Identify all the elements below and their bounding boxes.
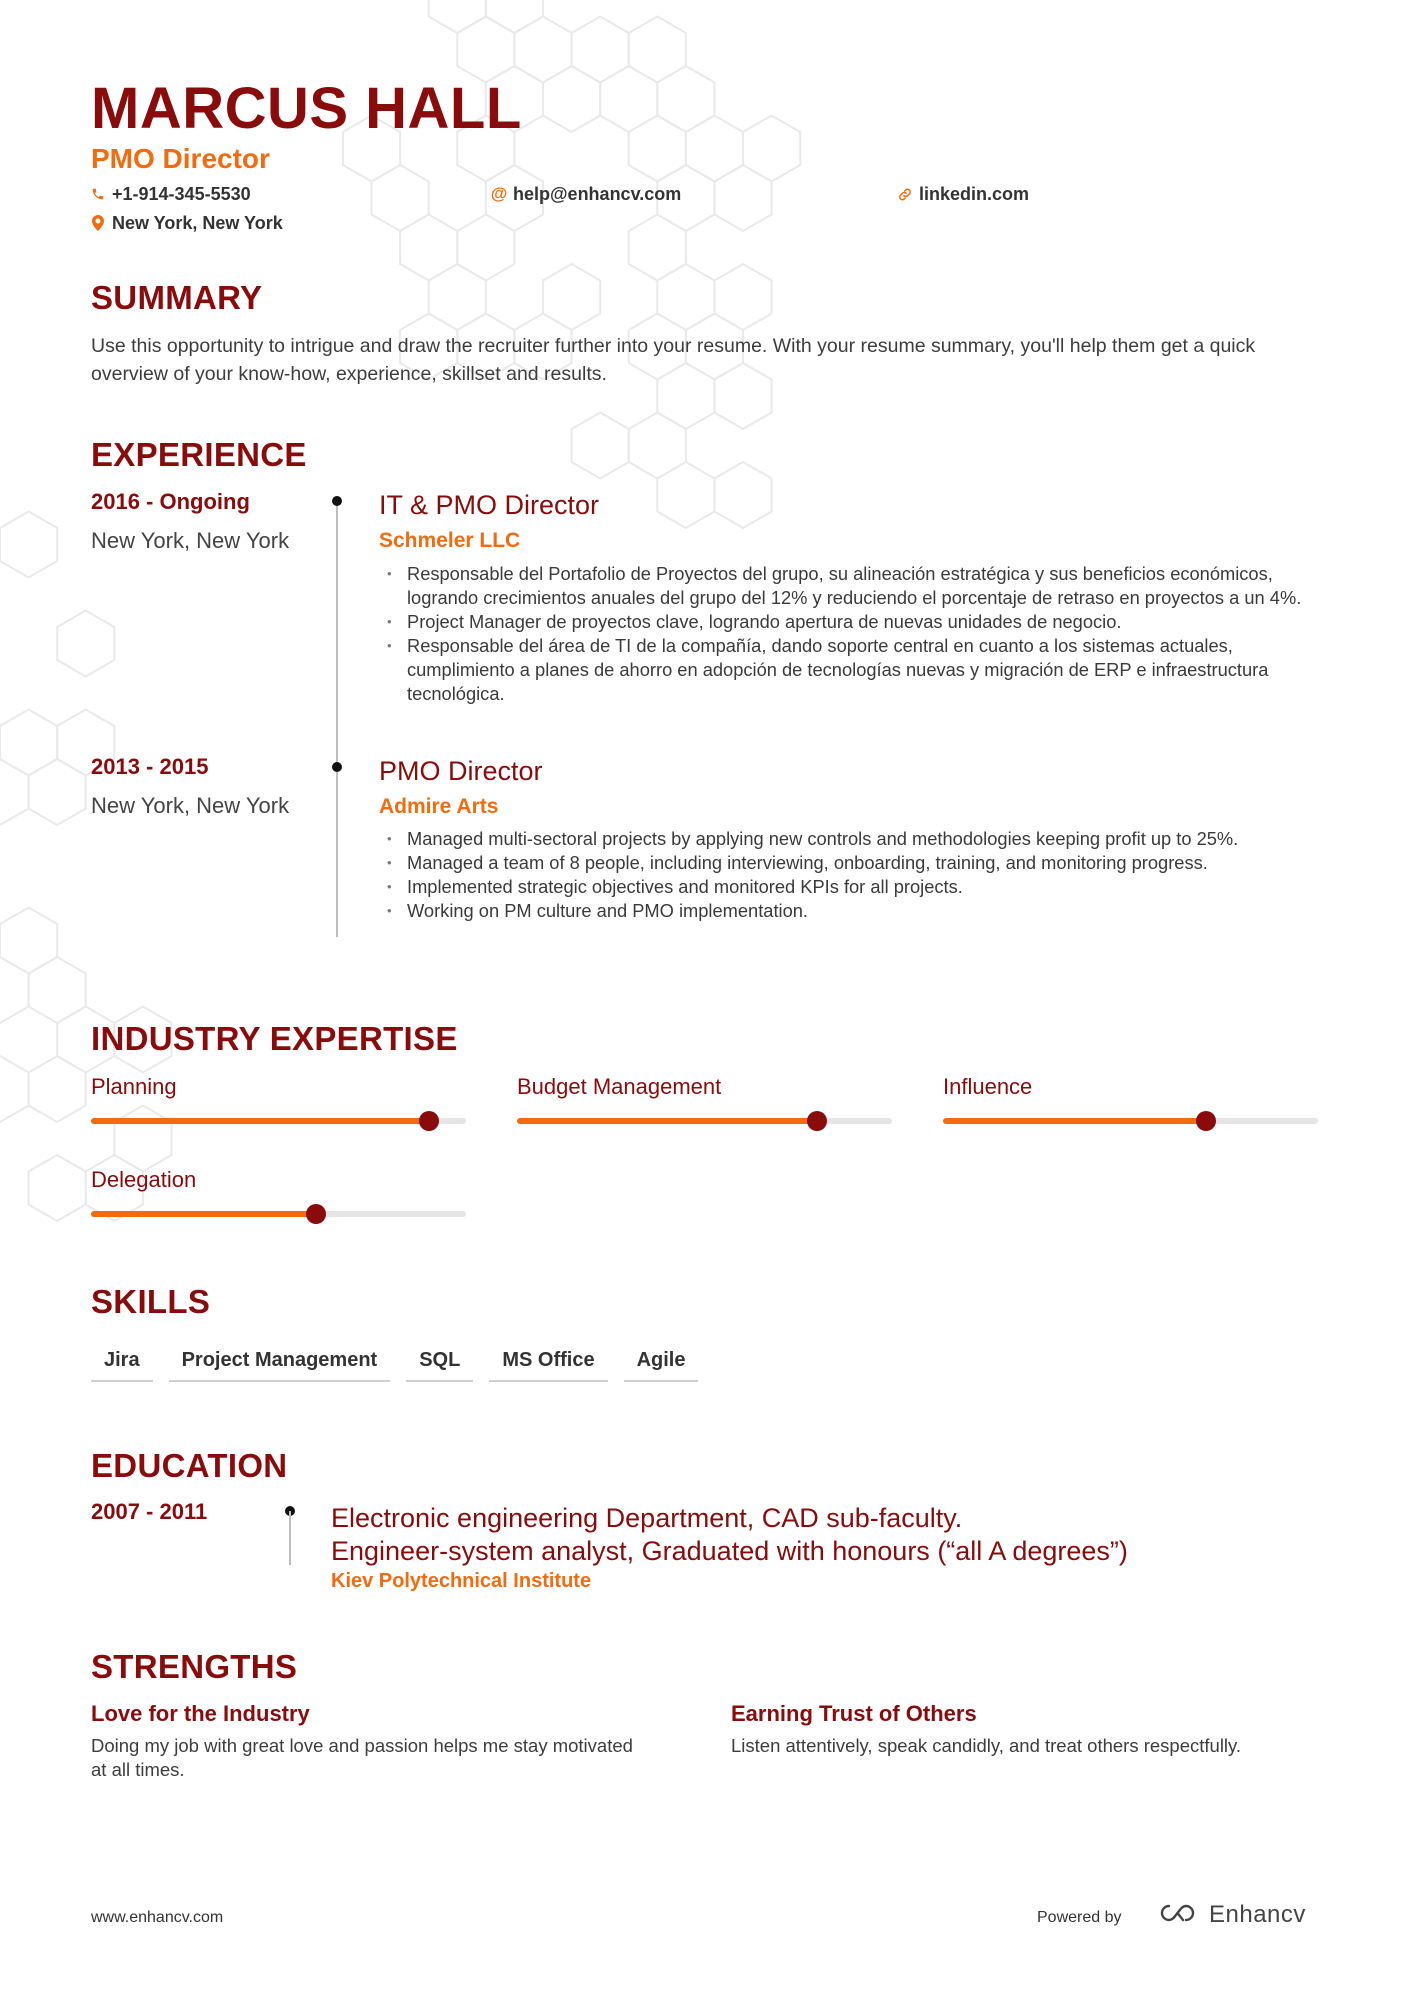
expertise-level-marker (419, 1111, 439, 1131)
strength-text: Doing my job with great love and passion helps me stay motivated at all times. (91, 1735, 633, 1780)
education-degree-line: Electronic engineering Department, CAD sub-faculty. (331, 1503, 963, 1533)
link-icon (898, 186, 912, 202)
job-dates: 2013 - 2015 (91, 754, 209, 779)
skills-list (91, 1346, 698, 1382)
expertise-label: Delegation (91, 1167, 197, 1192)
job-location: New York, New York (91, 528, 290, 553)
expertise-track (91, 1118, 466, 1124)
candidate-name: MARCUS HALL (91, 76, 522, 141)
expertise-fill (943, 1118, 1206, 1124)
skill-tag: Agile (624, 1346, 699, 1382)
job-dates: 2016 - Ongoing (91, 489, 250, 514)
expertise-level-marker (306, 1204, 326, 1224)
email-text: help@enhancv.com (513, 184, 682, 204)
summary-heading: SUMMARY (91, 279, 263, 316)
expertise-level-marker (807, 1111, 827, 1131)
expertise-label: Planning (91, 1074, 177, 1099)
job-bullets (387, 562, 1317, 706)
strength-title: Earning Trust of Others (731, 1701, 977, 1726)
location-pin-icon (91, 215, 105, 231)
expertise-fill (91, 1118, 429, 1124)
summary-text: Use this opportunity to intrigue and draw the recruiter further into your resume. With your resume summary, you'll help them get a quick overview of your know-how, experience, skillset and results. (91, 335, 1256, 385)
experience-heading: EXPERIENCE (91, 436, 307, 473)
skill-tag: MS Office (489, 1346, 607, 1382)
job-location: New York, New York (91, 793, 290, 818)
strength-title: Love for the Industry (91, 1701, 310, 1726)
job-title: IT & PMO Director (379, 490, 600, 520)
enhancv-brand[interactable] (1155, 1900, 1306, 1930)
education-timeline-line (289, 1511, 291, 1565)
experience-timeline-line (336, 501, 338, 937)
strengths-heading: STRENGTHS (91, 1648, 298, 1685)
timeline-dot (332, 762, 342, 772)
expertise-track (943, 1118, 1318, 1124)
contact-location (91, 211, 283, 235)
powered-by-label: Powered by (1037, 1909, 1122, 1926)
expertise-label: Influence (943, 1074, 1033, 1099)
job-bullet: • Managed a team of 8 people, including interviewing, onboarding, training, and monitoring progress. (387, 851, 1317, 875)
expertise-fill (517, 1118, 817, 1124)
education-heading: EDUCATION (91, 1447, 288, 1484)
candidate-role: PMO Director (91, 143, 270, 174)
expertise-heading: INDUSTRY EXPERTISE (91, 1020, 458, 1057)
strength-text: Listen attentively, speak candidly, and treat others respectfully. (731, 1735, 1242, 1756)
phone-icon (91, 186, 105, 202)
education-degree (331, 1502, 1128, 1568)
job-company: Schmeler LLC (379, 529, 521, 552)
expertise-fill (91, 1211, 316, 1217)
contact-email[interactable] (492, 182, 681, 206)
expertise-label: Budget Management (517, 1074, 722, 1099)
skill-tag: Jira (91, 1346, 153, 1382)
at-sign-icon: @ (490, 184, 508, 203)
timeline-dot (332, 496, 342, 506)
expertise-level-marker (1196, 1111, 1216, 1131)
contact-linkedin[interactable] (898, 182, 1029, 206)
job-company: Admire Arts (379, 795, 499, 818)
education-degree-line: Engineer-system analyst, Graduated with honours (“all A degrees”) (331, 1536, 1128, 1566)
expertise-track (517, 1118, 892, 1124)
education-school: Kiev Polytechnical Institute (331, 1570, 592, 1592)
job-bullet: • Implemented strategic objectives and monitored KPIs for all projects. (387, 875, 1317, 899)
job-bullet: • Project Manager de proyectos clave, logrando apertura de nuevas unidades de negocio. (387, 610, 1317, 634)
skills-heading: SKILLS (91, 1283, 211, 1320)
contact-phone[interactable] (91, 182, 251, 206)
job-bullets (387, 827, 1317, 923)
education-dates: 2007 - 2011 (91, 1499, 208, 1524)
skill-tag: SQL (406, 1346, 473, 1382)
job-bullet: • Responsable del Portafolio de Proyectos del grupo, su alineación estratégica y sus beneficios económicos, logrando crecimientos anuales del grupo del 12% y reduciendo el porcentaje de retraso en proyectos a un 4%. (387, 562, 1317, 610)
job-bullet: • Working on PM culture and PMO implementation. (387, 899, 1317, 923)
job-bullet: • Responsable del área de TI de la compañía, dando soporte central en cuanto a los sistemas actuales, cumplimiento a planes de ahorro en adopción de tecnologías nuevas y migración de ERP e infraestructura tecnológica. (387, 634, 1317, 706)
enhancv-logo-icon (1155, 1901, 1201, 1930)
job-bullet: • Managed multi-sectoral projects by applying new controls and methodologies keeping profit up to 25%. (387, 827, 1317, 851)
skill-tag: Project Management (169, 1346, 391, 1382)
location-text: New York, New York (112, 213, 283, 233)
job-title: PMO Director (379, 756, 543, 786)
linkedin-text: linkedin.com (919, 184, 1030, 204)
enhancv-brand-name: Enhancv (1209, 1901, 1306, 1928)
phone-text: +1-914-345-5530 (112, 184, 251, 204)
footer-url[interactable]: www.enhancv.com (91, 1909, 224, 1926)
expertise-track (91, 1211, 466, 1217)
